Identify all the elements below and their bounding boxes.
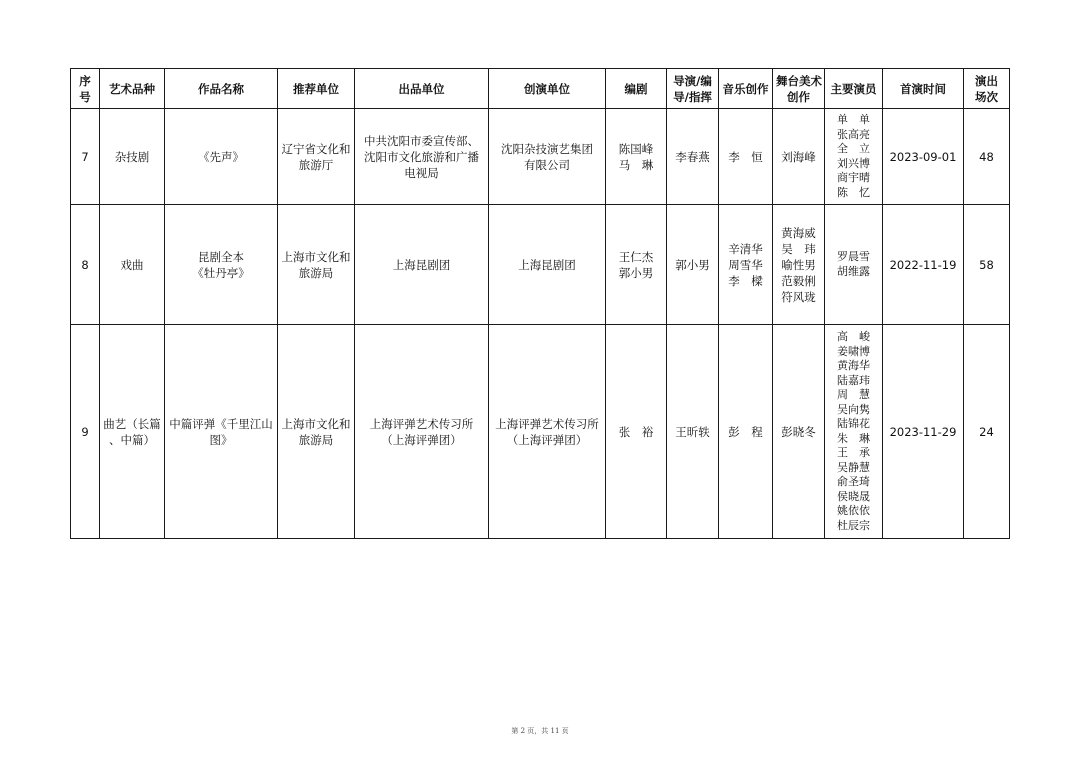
header-cast: 主要演员 — [825, 69, 883, 109]
table-row — [71, 109, 1010, 205]
header-no: 序号 — [71, 69, 100, 109]
cell-recommender: 上海市文化和 旅游局 — [278, 325, 355, 539]
header-category: 艺术品种 — [100, 69, 165, 109]
cell-producer: 中共沈阳市委宣传部、 沈阳市文化旅游和广播 电视局 — [355, 109, 489, 205]
cell-music: 彭 程 — [719, 325, 773, 539]
works-table — [70, 68, 1010, 539]
cell-cast: 单 单 张高亮 全 立 刘兴博 商宇晴 陈 忆 — [825, 109, 883, 205]
cell-premiere: 2023-09-01 — [883, 109, 964, 205]
cell-cast: 罗晨雪 胡维露 — [825, 205, 883, 325]
cell-shows: 24 — [964, 325, 1010, 539]
cell-category: 戏曲 — [100, 205, 165, 325]
cell-shows: 58 — [964, 205, 1010, 325]
cell-work: 《先声》 — [165, 109, 278, 205]
cell-creator: 上海昆剧团 — [489, 205, 606, 325]
header-row — [71, 69, 1010, 109]
cell-stage: 黄海威 吴 玮 喻性男 范毅俐 符风珑 — [773, 205, 825, 325]
header-work: 作品名称 — [165, 69, 278, 109]
table-row — [71, 325, 1010, 539]
cell-cast: 高 峻 姜啸博 黄海华 陆嘉玮 周 慧 吴向隽 陆锦花 朱 琳 王 承 吴静慧 俞圣琦 侯晓晟 姚依依 杜辰宗 — [825, 325, 883, 539]
header-director: 导演/编 导/指挥 — [667, 69, 719, 109]
cell-category: 杂技剧 — [100, 109, 165, 205]
cell-recommender: 辽宁省文化和 旅游厅 — [278, 109, 355, 205]
cell-producer: 上海评弹艺术传习所 （上海评弹团） — [355, 325, 489, 539]
header-shows: 演出 场次 — [964, 69, 1010, 109]
cell-screenwriter: 陈国峰 马 琳 — [606, 109, 667, 205]
cell-stage: 刘海峰 — [773, 109, 825, 205]
cell-category: 曲艺（长篇 、中篇） — [100, 325, 165, 539]
cell-no: 7 — [71, 109, 100, 205]
header-creator: 创演单位 — [489, 69, 606, 109]
cell-director: 王昕轶 — [667, 325, 719, 539]
cell-music: 李 恒 — [719, 109, 773, 205]
cell-premiere: 2022-11-19 — [883, 205, 964, 325]
cell-no: 8 — [71, 205, 100, 325]
cell-music: 辛清华 周雪华 李 樑 — [719, 205, 773, 325]
header-stage: 舞台美术 创作 — [773, 69, 825, 109]
cell-work: 中篇评弹《千里江山 图》 — [165, 325, 278, 539]
header-recommender: 推荐单位 — [278, 69, 355, 109]
cell-director: 郭小男 — [667, 205, 719, 325]
cell-stage: 彭晓冬 — [773, 325, 825, 539]
cell-screenwriter: 王仁杰 郭小男 — [606, 205, 667, 325]
cell-no: 9 — [71, 325, 100, 539]
cell-shows: 48 — [964, 109, 1010, 205]
table-row — [71, 205, 1010, 325]
cell-recommender: 上海市文化和 旅游局 — [278, 205, 355, 325]
cell-producer: 上海昆剧团 — [355, 205, 489, 325]
cell-creator: 上海评弹艺术传习所 （上海评弹团） — [489, 325, 606, 539]
cell-work: 昆剧全本 《牡丹亭》 — [165, 205, 278, 325]
cell-premiere: 2023-11-29 — [883, 325, 964, 539]
cell-creator: 沈阳杂技演艺集团 有限公司 — [489, 109, 606, 205]
page-footer: 第 2 页，共 11 页 — [511, 727, 569, 735]
cell-director: 李春燕 — [667, 109, 719, 205]
header-music: 音乐创作 — [719, 69, 773, 109]
header-producer: 出品单位 — [355, 69, 489, 109]
cell-screenwriter: 张 裕 — [606, 325, 667, 539]
header-screenwriter: 编剧 — [606, 69, 667, 109]
header-premiere: 首演时间 — [883, 69, 964, 109]
